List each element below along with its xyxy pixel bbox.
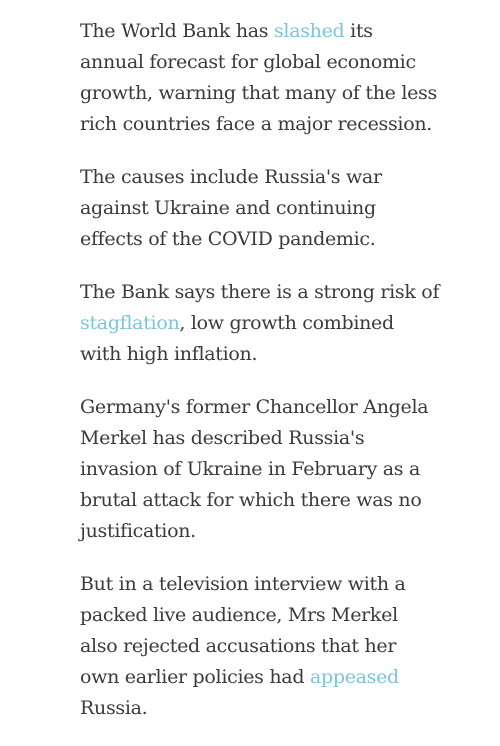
- paragraph-text: Russia.: [80, 697, 148, 719]
- paragraph-text: Germany's former Chancellor Angela Merkel has described Russia's invasion of Ukraine in February as a brutal attack for which there was no justification.: [80, 396, 429, 542]
- paragraph-forecast: [80, 16, 440, 140]
- paragraph-text: The causes include Russia's war against Ukraine and continuing effects of the COVID pandemic.: [80, 166, 382, 250]
- paragraph-text: , low growth combined with high inflation.: [80, 312, 394, 365]
- article-body: [80, 16, 440, 746]
- link-stagflation[interactable]: stagflation: [80, 312, 180, 334]
- paragraph-text: The World Bank has: [80, 20, 274, 42]
- paragraph-merkel-invasion: [80, 392, 440, 547]
- link-slashed[interactable]: slashed: [273, 20, 345, 42]
- paragraph-causes: [80, 162, 440, 255]
- link-appeased[interactable]: appeased: [309, 666, 399, 688]
- paragraph-text: But in a television interview with a packed live audience, Mrs Merkel also rejected accusations that her own earlier policies had: [80, 573, 406, 688]
- paragraph-merkel-interview: [80, 569, 440, 724]
- paragraph-text: The Bank says there is a strong risk of: [80, 281, 440, 303]
- paragraph-text: its annual forecast for global economic growth, warning that many of the less rich countries face a major recession.: [80, 20, 437, 135]
- paragraph-stagflation: [80, 277, 440, 370]
